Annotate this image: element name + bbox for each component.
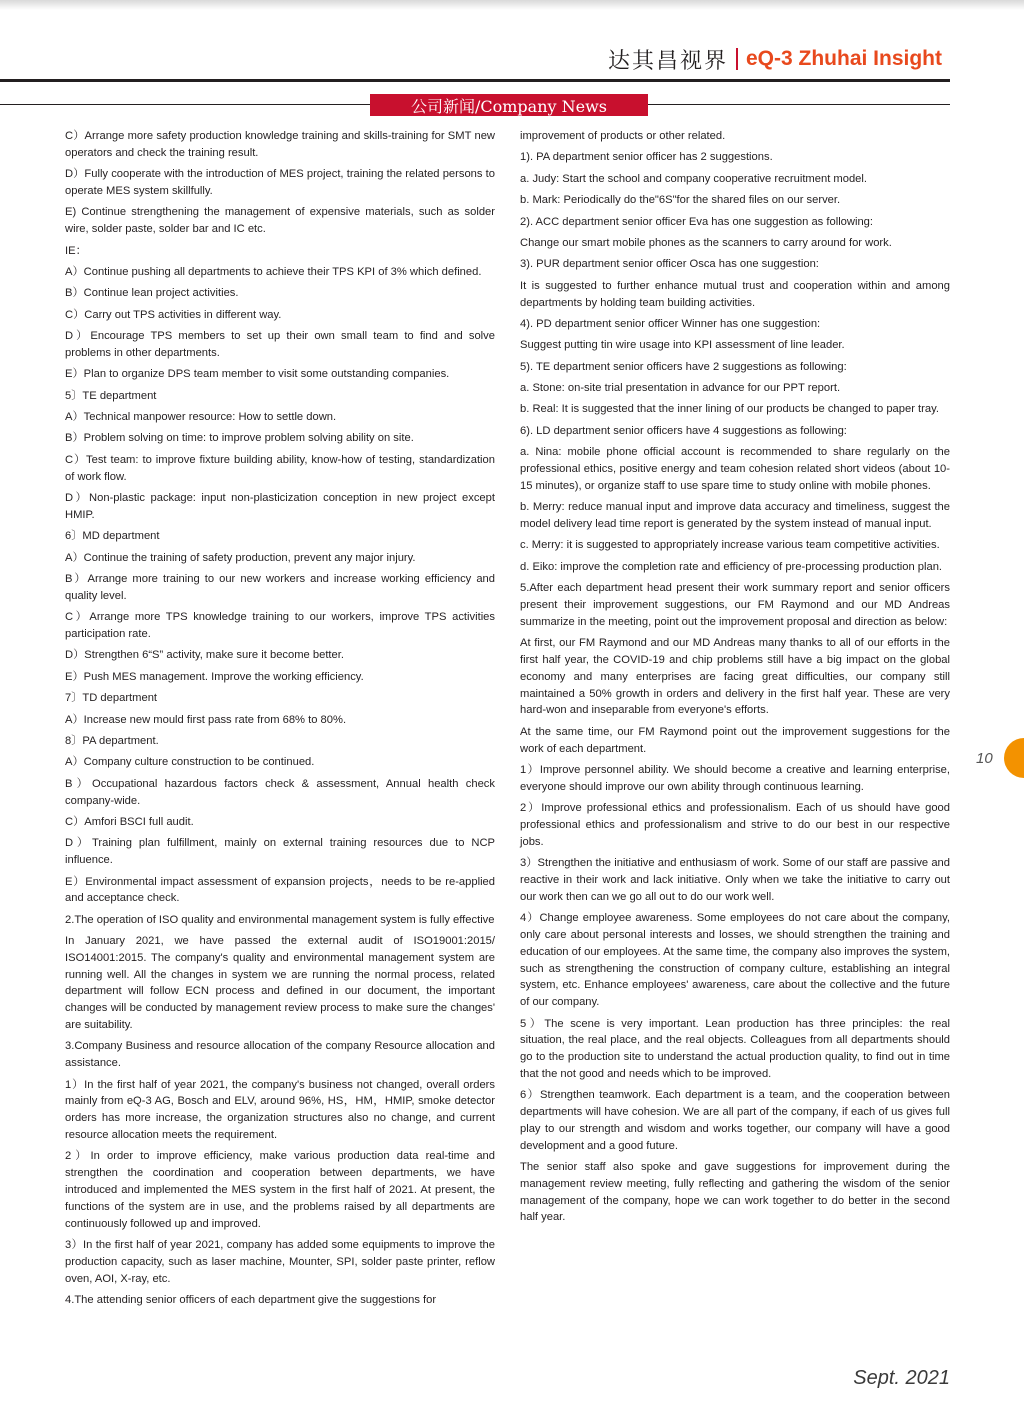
paragraph: A）Company culture construction to be continued.: [65, 756, 315, 769]
paragraph: It is suggested to further enhance mutual trust and cooperation within and among departments by holding team building activities.: [520, 279, 950, 309]
paragraph: 3.Company Business and resource allocation of the company Resource allocation and assistance.: [65, 1040, 495, 1070]
paragraph: b. Merry: reduce manual input and improve data accuracy and timeliness, suggest the model delivery lead time report is generated by the system instead of manual input.: [520, 501, 950, 531]
paragraph: 7〕TD department: [65, 692, 158, 705]
article-left-column: [65, 128, 495, 1313]
paragraph: E) Continue strengthening the management of expensive materials, such as solder wire, solder paste, solder bar and IC etc.: [65, 206, 495, 236]
masthead-english-title: eQ-3 Zhuhai Insight: [745, 47, 942, 70]
paragraph: d. Eiko: improve the completion rate and efficiency of pre-processing production plan.: [520, 560, 943, 573]
paragraph: 3）In the first half of year 2021, company has added some equipments to improve the production capacity, such as laser machine, Mounter, SPI, solder paste printer, reflow oven, AOI, X-ray, etc.: [65, 1239, 495, 1285]
paragraph: 5). TE department senior officers have 2 suggestions as following:: [520, 360, 847, 373]
paragraph: 5）The scene is very important. Lean production has three principles: the real situation, the real place, and the real objects. Colleagues from all departments should go to the production site to understand the actual production quality, to find out in time that the not good and needs which to be improved.: [520, 1017, 950, 1080]
paragraph: 4）Change employee awareness. Some employees do not care about the company, only care about personal interests and losses, we should strengthen the training and education of our employees. At the same time, the company also improves the system, such as strengthening the construction of company culture, establishing an integral system, etc. Enhance employees' awareness, care about the collective and the future of our company.: [520, 912, 950, 1009]
paragraph: b. Real: It is suggested that the inner lining of our products be changed to paper tray.: [520, 403, 939, 416]
masthead-divider: [736, 48, 738, 70]
paragraph: 6). LD department senior officers have 4 suggestions as following:: [520, 424, 847, 437]
header-rule: [0, 79, 950, 82]
page-number: 10: [976, 750, 993, 767]
paragraph: In January 2021, we have passed the external audit of ISO19001:2015/ ISO14001:2015. The company's quality and environmental management system are running well. All the changes in system we are running the normal process, related department will follow ECN process and defined in our document, the important changes will be conducted by management review process to make sure the changes' are suitability.: [65, 935, 495, 1032]
paragraph: A）Continue pushing all departments to achieve their TPS KPI of 3% which defined.: [65, 265, 482, 278]
paragraph: 3）Strengthen the initiative and enthusiasm of work. Some of our staff are passive and reactive in their work and lack initiative. Only when we take the initiative to carry out our work then can we go all out to do our work well.: [520, 857, 950, 903]
paragraph: 3). PUR department senior officer Osca has one suggestion:: [520, 258, 819, 271]
paragraph: B）Arrange more training to our new workers and increase working efficiency and quality level.: [65, 573, 495, 602]
paragraph: At first, our FM Raymond and our MD Andreas many thanks to all of our efforts in the first half year, the COVID-19 and chip problems still have a big impact on the global economy and many enterprises are facing great difficulties, our company still maintained a 50% growth in orders and delivery in the first half year. These are very hard-won and inseparable from everyone's efforts.: [520, 637, 950, 717]
issue-date: Sept. 2021: [853, 1367, 950, 1389]
paragraph: 1). PA department senior officer has 2 suggestions.: [520, 151, 773, 164]
paragraph: C）Arrange more TPS knowledge training to our workers, improve TPS activities participation rate.: [65, 611, 495, 641]
paragraph: 1）Improve personnel ability. We should become a creative and learning enterprise, everyone should improve our own ability through continuous learning.: [520, 763, 950, 793]
paragraph: C）Arrange more safety production knowledge training and skills-training for SMT new operators and check the training result.: [65, 130, 495, 159]
paragraph: E）Plan to organize DPS team member to visit some outstanding companies.: [65, 368, 450, 381]
paragraph: a. Nina: mobile phone official account is recommended to share regularly on the professional ethics, positive energy and team cohesion related short videos (about 10-15 minutes), or organize staff to use spare time to study online with mobile phones.: [520, 446, 950, 492]
paragraph: b. Mark: Periodically do the"6S"for the shared files on our server.: [520, 194, 841, 207]
paragraph: a. Stone: on-site trial presentation in advance for our PPT report.: [520, 382, 841, 395]
paragraph: B）Problem solving on time: to improve problem solving ability on site.: [65, 432, 414, 445]
paragraph: Suggest putting tin wire usage into KPI assessment of line leader.: [520, 339, 845, 352]
paragraph: 1）In the first half of year 2021, the company's business not changed, overall orders mainly from eQ-3 AG, Bosch and ELV, around 96%, HS，HM，HMIP, smoke detector orders has more increase, the organization structures also no change, and current resource allocation meets the requirement.: [65, 1078, 495, 1142]
paragraph: 4). PD department senior officer Winner has one suggestion:: [520, 317, 821, 330]
paragraph: a. Judy: Start the school and company cooperative recruitment model.: [520, 172, 867, 185]
paragraph: 6）Strengthen teamwork. Each department is a team, and the cooperation between departments will have cohesion. We are all part of the company, if each of us gives full play to our strength and wisdom and works together, our company will have a good development and a good future.: [520, 1089, 950, 1152]
page-corner-shade: [0, 0, 1024, 10]
paragraph: D）Non-plastic package: input non-plasticization conception in new project except HMIP.: [65, 492, 495, 521]
paragraph: B）Continue lean project activities.: [65, 287, 239, 300]
page-tab-marker: [1004, 738, 1024, 778]
paragraph: A）Continue the training of safety production, prevent any major injury.: [65, 551, 416, 564]
paragraph: 8〕PA department.: [65, 734, 159, 747]
paragraph: 2). ACC department senior officer Eva has one suggestion as following:: [520, 215, 874, 228]
paragraph: D）Encourage TPS members to set up their own small team to find and solve problems in other departments.: [65, 330, 495, 359]
paragraph: 4.The attending senior officers of each department give the suggestions for: [65, 1294, 437, 1306]
paragraph: C）Carry out TPS activities in different way.: [65, 308, 282, 321]
paragraph: 2）Improve professional ethics and professionalism. Each of us should have good professional ethics and professionalism and strive to do our best in our respective jobs.: [520, 802, 950, 848]
paragraph: D）Strengthen 6“S” activity, make sure it become better.: [65, 649, 344, 662]
paragraph: A）Technical manpower resource: How to settle down.: [65, 411, 337, 424]
paragraph: c. Merry: it is suggested to appropriately increase various team competitive activities.: [520, 539, 940, 552]
paragraph: Change our smart mobile phones as the scanners to carry around for work.: [520, 236, 892, 249]
paragraph: D）Training plan fulfillment, mainly on external training resources due to NCP influence.: [65, 837, 495, 867]
section-label: 公司新闻/Company News: [370, 94, 648, 116]
magazine-masthead: [608, 44, 942, 74]
paragraph: D）Fully cooperate with the introduction of MES project, training the related persons to operate MES system skillfully.: [65, 168, 495, 197]
paragraph: A）Increase new mould first pass rate from 68% to 80%.: [65, 713, 347, 726]
paragraph: C）Test team: to improve fixture building ability, know-how of testing, standardization of work flow.: [65, 453, 495, 483]
masthead-chinese-title: 达其昌视界: [607, 48, 728, 74]
paragraph: C）Amfori BSCI full audit.: [65, 815, 194, 828]
paragraph: E）Push MES management. Improve the working efficiency.: [65, 670, 364, 683]
paragraph: improvement of products or other related.: [520, 130, 726, 142]
paragraph: E）Environmental impact assessment of expansion projects，needs to be re-applied and acceptance check.: [65, 875, 495, 905]
article-right-column: [520, 128, 950, 1231]
paragraph: IE：: [65, 244, 87, 257]
paragraph: At the same time, our FM Raymond point out the improvement suggestions for the work of each department.: [520, 725, 950, 755]
paragraph: B）Occupational hazardous factors check & assessment, Annual health check company-wide.: [65, 777, 495, 807]
paragraph: 6〕MD department: [65, 530, 160, 543]
paragraph: 5.After each department head present their work summary report and senior officers present their improvement suggestions, our FM Raymond and our MD Andreas summarize in the meeting, point out the improvement proposal and direction as below:: [520, 582, 950, 628]
paragraph: 5〕TE department: [65, 389, 157, 402]
paragraph: 2）In order to improve efficiency, make various production data real-time and strengthen the coordination and cooperation between departments, we have introduced and implemented the MES system in the first half of 2021. At present, the functions of the system are in use, and the problems raised by all departments are continuously followed up and improved.: [65, 1150, 495, 1230]
paragraph: 2.The operation of ISO quality and environmental management system is fully effective: [65, 913, 495, 926]
paragraph: The senior staff also spoke and gave suggestions for improvement during the management review meeting, fully reflecting and gathering the wisdom of the senior management of the company, hope we can work together to do better in the second half year.: [520, 1161, 950, 1224]
